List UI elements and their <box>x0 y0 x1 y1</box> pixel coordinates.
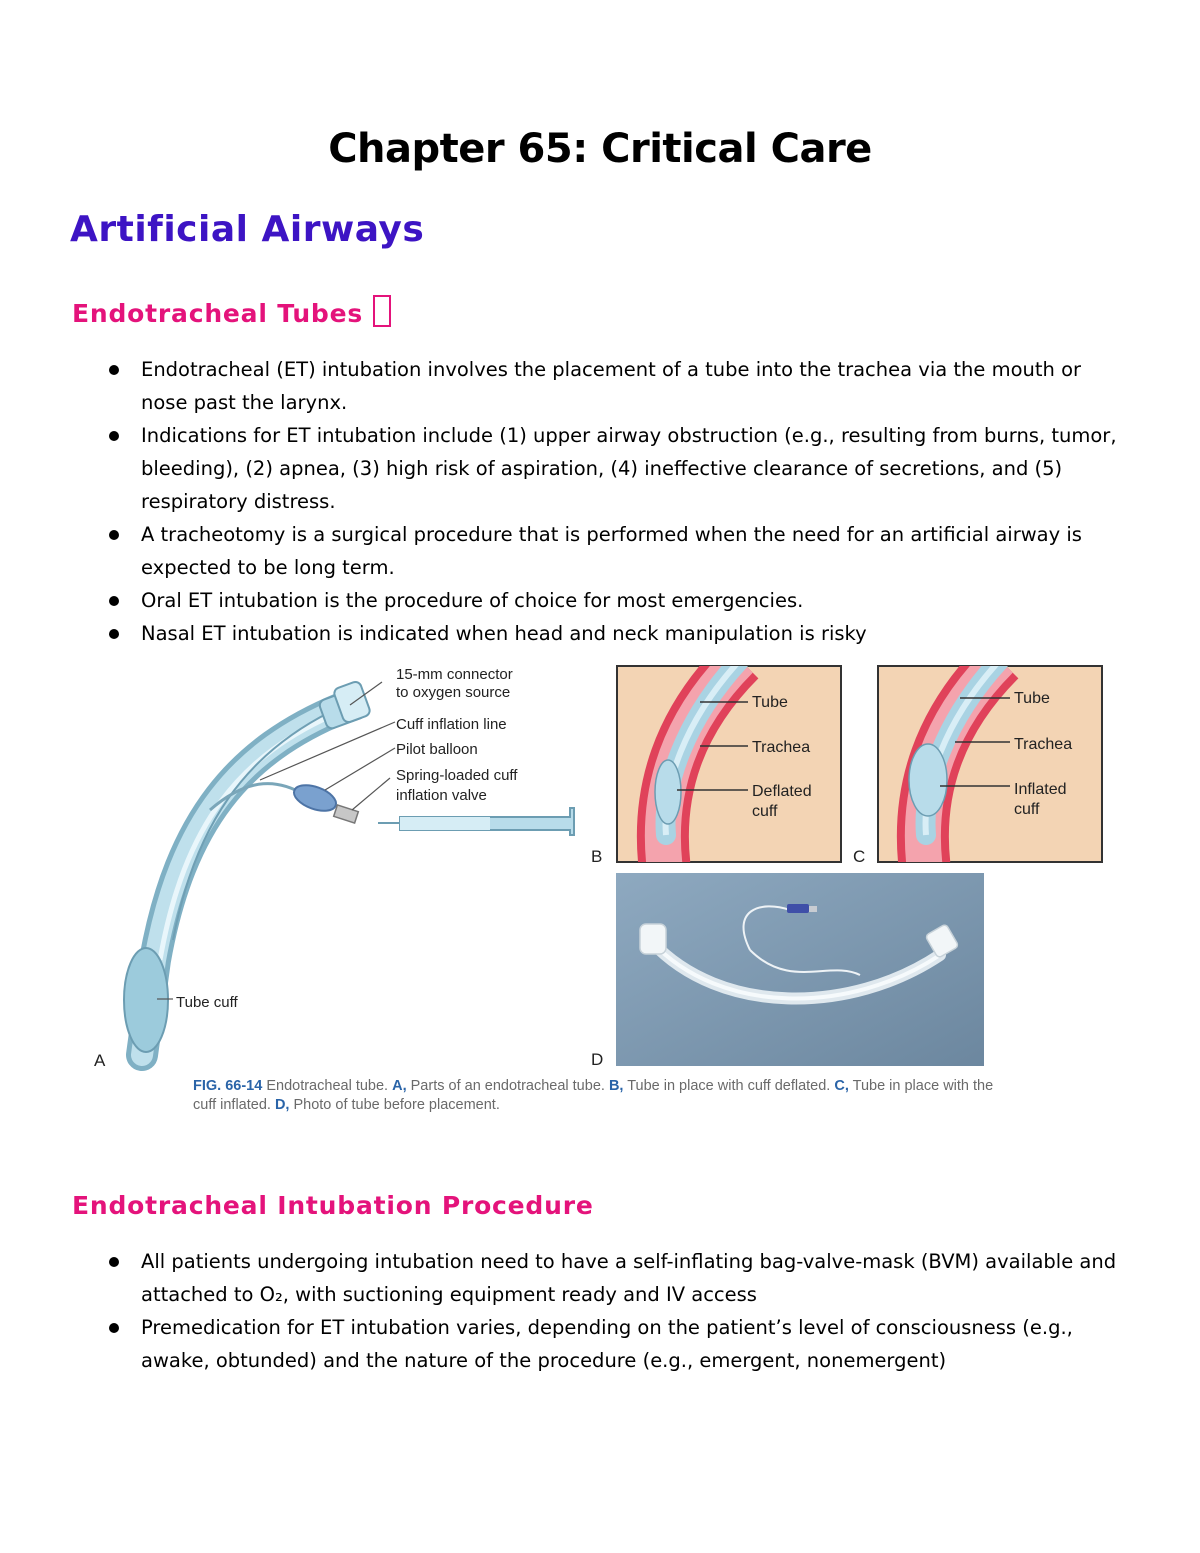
list-item: All patients undergoing intubation need to have a self-inflating bag-valve-mask (BVM) available and attached to O₂, with suctioning equipment ready and IV access <box>100 1245 1130 1311</box>
label-c-cuff: Inflated <box>1014 781 1067 798</box>
label-b-cuff: Deflated <box>752 783 812 800</box>
panel-letter-d: D <box>591 1050 604 1069</box>
bullet-icon <box>109 1257 119 1267</box>
list-item: Nasal ET intubation is indicated when head and neck manipulation is risky <box>100 617 1130 650</box>
subheading-endotracheal-tubes <box>72 295 391 328</box>
bullet-list-intubation-procedure <box>100 1245 1130 1377</box>
subheading-intubation-procedure: Endotracheal Intubation Procedure <box>72 1191 594 1220</box>
panel-d-photo <box>591 873 984 1069</box>
figure-illustration <box>60 660 1120 1120</box>
label-valve-2: inflation valve <box>396 787 487 804</box>
label-pilot-balloon: Pilot balloon <box>396 741 478 758</box>
label-c-tube: Tube <box>1014 690 1050 707</box>
panel-c-diagram <box>878 660 1102 870</box>
label-cuff-line: Cuff inflation line <box>396 716 507 733</box>
label-b-cuff-2: cuff <box>752 803 778 820</box>
bullet-icon <box>109 365 119 375</box>
list-item: Indications for ET intubation include (1) upper airway obstruction (e.g., resulting from burns, tumor, bleeding), (2) apnea, (3) high risk of aspiration, (4) ineffective clearance of secretions, and (5) respiratory distress. <box>100 419 1130 518</box>
panel-letter-b: B <box>591 847 603 866</box>
bullet-icon <box>109 530 119 540</box>
list-item: A tracheotomy is a surgical procedure that is performed when the need for an artificial airway is expected to be long term. <box>100 518 1130 584</box>
bullet-icon <box>109 1323 119 1333</box>
label-c-trachea: Trachea <box>1014 736 1073 753</box>
missing-glyph-icon <box>373 295 391 327</box>
page-title: Chapter 65: Critical Care <box>328 126 872 172</box>
figure-endotracheal-tube <box>60 660 1120 1120</box>
list-item: Premedication for ET intubation varies, depending on the patient’s level of consciousness (e.g., awake, obtunded) and the nature of the procedure (e.g., emergent, nonemergent) <box>100 1311 1130 1377</box>
label-connector-2: to oxygen source <box>396 684 511 701</box>
label-b-trachea: Trachea <box>752 739 811 756</box>
label-c-cuff-2: cuff <box>1014 801 1040 818</box>
list-item: Oral ET intubation is the procedure of choice for most emergencies. <box>100 584 1130 617</box>
bullet-icon <box>109 596 119 606</box>
panel-letter-a: A <box>94 1051 106 1070</box>
bullet-list-endotracheal-tubes <box>100 353 1130 650</box>
label-b-tube: Tube <box>752 694 788 711</box>
label-connector: 15-mm connector <box>396 666 513 683</box>
caption-figure-number: FIG. 66-14 <box>193 1078 263 1094</box>
panel-letter-c: C <box>853 847 866 866</box>
list-item: Endotracheal (ET) intubation involves the placement of a tube into the trachea via the mouth or nose past the larynx. <box>100 353 1130 419</box>
label-valve: Spring-loaded cuff <box>396 767 518 784</box>
subheading-text: Endotracheal Tubes <box>72 299 364 328</box>
figure-caption: FIG. 66-14 Endotracheal tube. A, Parts of an endotracheal tube. B, Tube in place with cuff deflated. C, Tube in place with the cuff inflated. D, Photo of tube before placement. <box>193 1078 994 1113</box>
panel-b-diagram <box>617 660 841 870</box>
section-heading: Artificial Airways <box>70 209 425 250</box>
bullet-icon <box>109 431 119 441</box>
bullet-icon <box>109 629 119 639</box>
label-tube-cuff: Tube cuff <box>176 994 238 1011</box>
